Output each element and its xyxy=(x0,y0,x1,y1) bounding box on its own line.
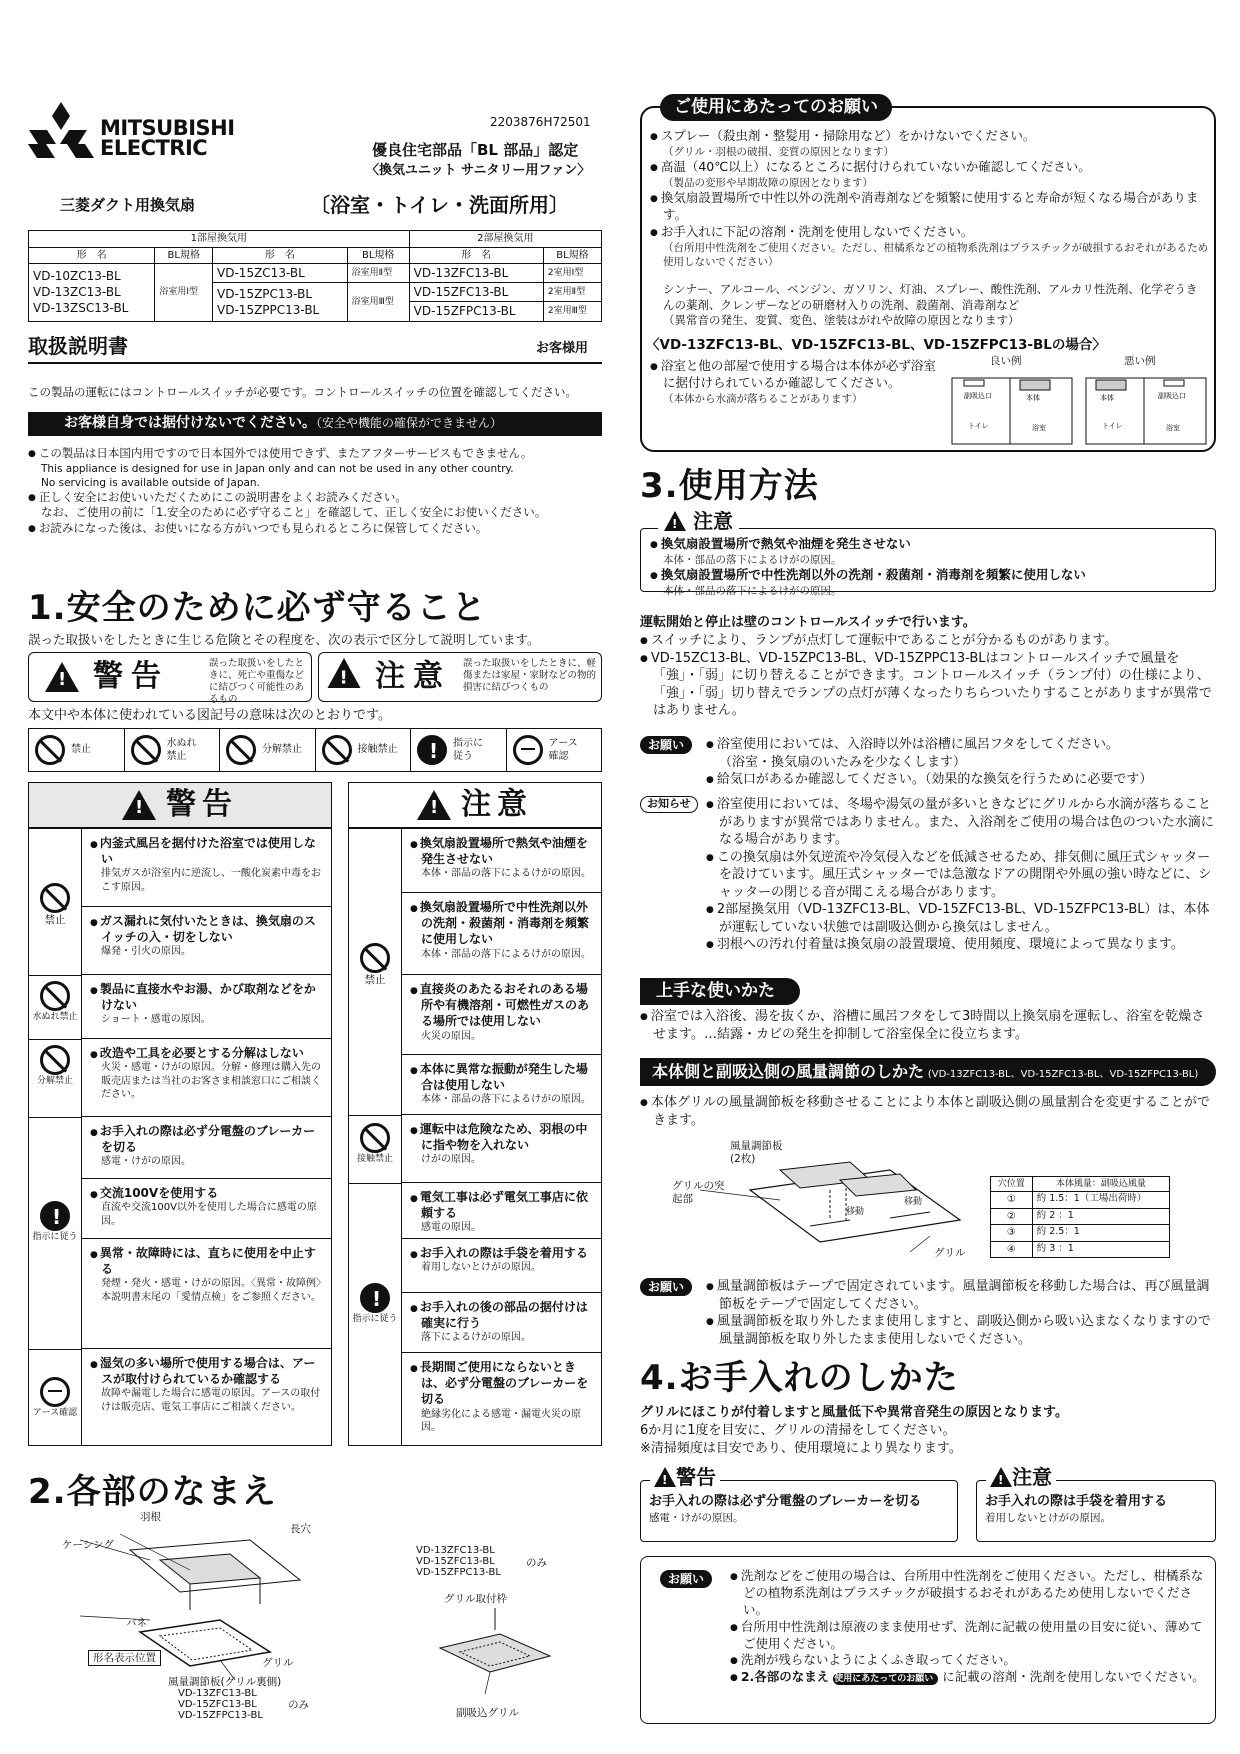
bl-cell: 浴室用Ⅱ型 xyxy=(347,264,409,283)
doc-code: 2203876H72501 xyxy=(490,115,591,129)
caution-item: ● 長期間ご使用にならないときは、必ず分電盤のブレーカーを切る 絶縁劣化による感電・漏電火災の原因。 xyxy=(402,1353,601,1445)
section4-title: 4.お手入れのしかた xyxy=(640,1358,959,1398)
onegai-item: ● 浴室使用においては、入浴時以外は浴槽に風呂フタをしてください。 （浴室・換気扇のいたみを少なくします） xyxy=(706,736,1216,771)
caution-item: ● お手入れの後の部品の据付けは確実に行う 落下によるけがの原因。 xyxy=(402,1293,601,1353)
label-blade: 羽根 xyxy=(140,1511,161,1523)
customer-use: お客様用 xyxy=(536,341,589,356)
tips-list xyxy=(640,1008,1216,1043)
care-line3: ※清掃頻度は目安であり、使用環境により異なります。 xyxy=(640,1441,962,1456)
no-self-install-sub: （安全や機能の確保ができません） xyxy=(316,416,503,430)
care-item: ● 洗剤が残らないようによくふき取ってください。 xyxy=(730,1652,1206,1669)
warning-item: ● 交流100Vを使用する 直流や交流100V以外を使用した場合に感電の原因。 xyxy=(82,1179,331,1239)
models-item: ● 浴室と他の部屋で使用する場合は本体が必ず浴室に据付けられているか確認してください。 （本体から水滴が落ちることがあります） xyxy=(650,358,940,406)
bad-room-icon xyxy=(1084,370,1210,446)
oshirase-badge: お知らせ xyxy=(640,796,698,813)
symbol-follow: ! 指示に従う xyxy=(411,729,507,771)
brand-name: MITSUBISHI ELECTRIC xyxy=(100,116,235,160)
caution-item: ● 電気工事は必ず電気工事店に依頼する 感電の原因。 xyxy=(402,1183,601,1239)
label-casing: ケーシング xyxy=(62,1539,114,1551)
request-item: ● お手入れに下記の溶剤・洗剤を使用しないでください。 （台所用中性洗剤をご使用ください。ただし、柑橘系などの植物系洗剤はプラスチックが破損するおそれがあるため使用しないでください） xyxy=(650,224,1210,269)
bl-cell: 2室用Ⅱ型 xyxy=(543,283,601,302)
care-line2: 6か月に1度を目安に、グリルの清掃をしてください。 xyxy=(640,1423,956,1438)
operation-item: ● スイッチにより、ランプが点灯して運転中であることが分かるものがあります。 xyxy=(640,632,1216,650)
caution-triangle-icon xyxy=(328,658,361,688)
svg-text:副吸込口: 副吸込口 xyxy=(964,392,992,400)
warning-desc: 誤った取扱いをしたときに、死亡や重傷などに結びつく可能性のあるもの xyxy=(209,658,305,705)
w-icon-disassemble: 分解禁止 xyxy=(29,1045,81,1087)
usage-caution-item: ● 換気扇設置場所で中性洗剤以外の洗剤・殺菌剤・消毒剤を頻繁に使用しない 本体・部品の落下によるけがの原因。 xyxy=(650,567,1210,598)
care-onegai-list xyxy=(730,1568,1206,1686)
care-onegai-badge: お願い xyxy=(660,1570,712,1588)
label-damper: 風量調節板(グリル裏側) xyxy=(168,1676,282,1688)
svg-text:副吸込口: 副吸込口 xyxy=(1158,392,1186,400)
model-cell: VD-15ZFPC13-BL xyxy=(409,302,543,321)
no-self-install-banner xyxy=(28,412,602,436)
svg-text:浴室: 浴室 xyxy=(1166,424,1180,432)
w-icon-prohibit: 禁止 xyxy=(33,883,77,927)
caution-item: ● お手入れの際は手袋を着用する 着用しないとけがの原因。 xyxy=(402,1239,601,1293)
label-sub-grille: 副吸込グリル xyxy=(456,1707,519,1719)
bl-subtitle: 〈換気ユニット サニタリー用ファン〉 xyxy=(366,163,591,178)
c-icon-follow: ! 指示に従う xyxy=(349,1283,401,1325)
three-diamonds-icon xyxy=(28,102,94,160)
caution-legend xyxy=(318,652,602,702)
onegai-badge: お願い xyxy=(640,736,692,754)
warning-item: ● ガス漏れに気付いたときは、換気扇のスイッチの入・切をしない 爆発・引火の原因。 xyxy=(82,907,331,975)
model-cell: VD-15ZC13-BL xyxy=(213,264,348,283)
onegai-item: ● 給気口があるか確認してください。（効果的な換気を行うために必要です） xyxy=(706,771,1216,789)
intro-item: ● お読みになった後は、お使いになる方がいつでも見られるところに保管してください。 xyxy=(28,521,602,537)
switch-note: この製品の運転にはコントロールスイッチが必要です。コントロールスイッチの位置を確認してください。 xyxy=(28,385,578,399)
svg-text:トイレ: トイレ xyxy=(1102,422,1123,430)
solvents-list: シンナー、アルコール、ベンジン、ガソリン、灯油、スプレー、酸性洗剤、アルカリ性洗剤、化学ぞうきんの薬剤、クレンザーなどの研磨材入りの洗剤、殺菌剤、消毒剤など （異常音の発生、変質、変色、塗装はがれや故障の原因となります） xyxy=(663,282,1198,328)
air-onegai-badge: お願い xyxy=(640,1278,692,1296)
warning-item: ● 改造や工具を必要とする分解はしない 火災・感電・けがの原因。分解・修理は購入先の販売店または当社のお客さま相談窓口にご相談ください。 xyxy=(82,1039,331,1117)
air-onegai-list xyxy=(706,1278,1216,1348)
symbol-contact: 接触禁止 xyxy=(316,729,412,771)
bl-cell: 浴室用Ⅲ型 xyxy=(347,283,409,321)
good-room-icon xyxy=(950,370,1076,446)
damper-models: VD-13ZFC13-BL VD-15ZFC13-BL VD-15ZFPC13-BL xyxy=(178,1688,263,1721)
svg-text:浴室: 浴室 xyxy=(1032,424,1046,432)
label-damper-plate: 風量調節板 (2枚) xyxy=(730,1140,783,1165)
only-label: のみ xyxy=(288,1699,309,1711)
operation-item: ● VD-15ZC13-BL、VD-15ZPC13-BL、VD-15ZPPC13-BLはコントロールスイッチで風量を「強」・「弱」に切り替えることができます。コントロールスイッチ（ランプ付）の仕様により、「強」・「弱」切り替えでランプの点灯が薄くなったりちらついたりすることがありますが異常ではありません。 xyxy=(640,650,1216,720)
oshirase-item: ● 羽根への汚れ付着量は換気扇の設置環境、使用頻度、環境によって異なります。 xyxy=(706,936,1216,954)
model-cell: VD-15ZFC13-BL xyxy=(409,283,543,302)
intro-item: ● 正しく安全にお使いいただくためにこの説明書をよくお読みください。 なお、ご使用の前に「1.安全のために必ず守ること」を確認して、正しく安全にお使いください。 xyxy=(28,490,602,521)
air-adjust-list xyxy=(640,1094,1216,1129)
models-list xyxy=(650,358,940,406)
warning-table xyxy=(28,782,332,1446)
usage-caution-list xyxy=(650,536,1210,598)
use-title: 〔浴室・トイレ・洗面所用〕 xyxy=(310,193,569,217)
w-icon-water: 水ぬれ禁止 xyxy=(29,981,81,1023)
air-ratio-row: ④ 約 3 ：1 xyxy=(991,1241,1170,1258)
request-item: ● スプレー（殺虫剤・整髪用・掃除用など）をかけないでください。 （グリル・羽根の破損、変質の原因となります） xyxy=(650,128,1210,159)
h-model: 形 名 xyxy=(213,247,348,264)
section2-title: 2.各部のなまえ xyxy=(28,1472,277,1512)
warning-header: ! 警告 xyxy=(29,783,331,829)
model-cell: VD-10ZC13-BL VD-13ZC13-BL VD-13ZSC13-BL xyxy=(29,264,155,322)
oshirase-list xyxy=(706,796,1216,954)
warning-item: ● 湿気の多い場所で使用する場合は、アースが取付けられているか確認する 故障や漏電した場合に感電の原因。アースの取付けは販売店、電気工事店にご相談ください。 xyxy=(82,1349,331,1445)
model-cell: VD-13ZFC13-BL xyxy=(409,264,543,283)
svg-text:本体: 本体 xyxy=(1026,394,1040,402)
h-bl: BL規格 xyxy=(347,247,409,264)
label-model-position: 形名表示位置 xyxy=(88,1650,161,1666)
models-a: VD-13ZFC13-BL VD-15ZFC13-BL VD-15ZFPC13-BL xyxy=(416,1545,501,1578)
warning-item: ● お手入れの際は必ず分電盤のブレーカーを切る 感電・けがの原因。 xyxy=(82,1117,331,1179)
caution-item: ● 本体に異常な振動が発生した場合は使用しない 本体・部品の落下によるけがの原因。 xyxy=(402,1055,601,1115)
label-grille: グリル xyxy=(262,1657,294,1669)
label-slot: 長穴 xyxy=(290,1523,311,1535)
no-touch-icon xyxy=(322,735,352,765)
air-adjust-item: ● 本体グリルの風量調節板を移動させることにより本体と副吸込側の風量割合を変更することができます。 xyxy=(640,1094,1216,1129)
h-model: 形 名 xyxy=(29,247,155,264)
model-table xyxy=(28,230,602,322)
warning-item: ● 内釜式風呂を据付けた浴室では使用しない 排気ガスが浴室内に逆流し、一酸化炭素中毒をおこす原因。 xyxy=(82,829,331,907)
warning-item: ● 異常・故障時には、直ちに使用を中止する 発煙・発火・感電・けがの原因。〈異常・故障例〉本説明書末尾の「愛情点検」をご参照ください。 xyxy=(82,1239,331,1349)
intro-item: ● この製品は日本国内用ですので日本国外では使用できず、またアフターサービスもできません。 This appliance is designed for use in Japan only and can not be used in any other country. No servicing is available outside of Japan. xyxy=(28,446,602,490)
c-icon-prohibit: 禁止 xyxy=(353,943,397,987)
earth-icon xyxy=(513,735,543,765)
good-example: 良い例 副吸込口 本体 トイレ 浴室 xyxy=(950,358,1076,444)
caution-desc: 誤った取扱いをしたときに、軽傷または家屋・家財などの物的損害に結びつくもの xyxy=(463,658,597,693)
label-grille-frame: グリル取付枠 xyxy=(444,1593,507,1605)
section1-title: 1.安全のために必ず守ること xyxy=(28,588,487,628)
care-warning-box: お手入れの際は必ず分電盤のブレーカーを切る 感電・けがの原因。 xyxy=(640,1480,958,1542)
models-head: 〈VD-13ZFC13-BL、VD-15ZFC13-BL、VD-15ZFPC13-BLの場合〉 xyxy=(646,337,1106,353)
w-icon-follow: ! 指示に従う xyxy=(29,1201,81,1243)
intro-list xyxy=(28,446,602,536)
caution-table xyxy=(348,782,602,1446)
request-title: ご使用にあたってのお願い xyxy=(660,94,892,121)
warning-triangle-icon xyxy=(45,662,79,692)
svg-text:本体: 本体 xyxy=(1100,394,1114,402)
group-2room: 2部屋換気用 xyxy=(409,231,601,248)
no-water-icon xyxy=(131,735,161,765)
bad-example: 悪い例 本体 副吸込口 トイレ 浴室 xyxy=(1084,358,1210,444)
symbol-prohibit: 禁止 xyxy=(29,729,125,771)
section3-title: 3.使用方法 xyxy=(640,466,819,506)
sub-grille-diagram xyxy=(430,1608,560,1698)
operation-list xyxy=(640,632,1216,720)
label-move-2: 移動 xyxy=(904,1197,923,1207)
symbol-water: 水ぬれ禁止 xyxy=(125,729,221,771)
no-disassembly-icon xyxy=(226,735,256,765)
care-warning-head: !警告 xyxy=(650,1464,720,1491)
symbol-earth: アース確認 xyxy=(507,729,602,771)
h-bl: BL規格 xyxy=(155,247,213,264)
oshirase-item: ● この換気扇は外気逆流や冷気侵入などを低減させるため、排気側に風圧式シャッターを設けています。風圧式シャッターでは急激なドアの開閉や外風の強い時などに、シャッターの閉じる音が聞こえる場合があります。 xyxy=(706,849,1216,902)
mitsubishi-logo xyxy=(28,102,94,160)
care-item: ● 洗剤などをご使用の場合は、台所用中性洗剤をご使用ください。ただし、柑橘系などの植物系洗剤はプラスチックが破損するおそれがあるため使用しないでください。 xyxy=(730,1568,1206,1619)
no-self-install: お客様自身では据付けないでください。 xyxy=(64,415,316,431)
bl-cell: 浴室用Ⅰ型 xyxy=(155,264,213,322)
caution-label: 注意 xyxy=(375,659,451,694)
product-type: 三菱ダクト用換気扇 xyxy=(60,196,196,214)
prohibit-icon xyxy=(35,735,65,765)
request-list xyxy=(650,128,1210,269)
onegai-list xyxy=(706,736,1216,789)
svg-text:トイレ: トイレ xyxy=(968,422,989,430)
symbols-row xyxy=(28,728,602,772)
warning-item: ● 製品に直接水やお湯、かび取剤などをかけない ショート・感電の原因。 xyxy=(82,975,331,1039)
w-icon-earth: アース確認 xyxy=(29,1377,81,1419)
h-bl: BL規格 xyxy=(543,247,601,264)
label-spring: バネ xyxy=(126,1617,147,1629)
caution-header: ! 注意 xyxy=(349,783,601,829)
label-grille-protrusion: グリルの突起部 xyxy=(672,1180,725,1205)
care-item: ● 2.各部のなまえ ご使用にあたってのお願い に記載の溶剤・洗剤を使用しないでください。 xyxy=(730,1669,1206,1686)
air-ratio-row: ③ 約 2.5：1 xyxy=(991,1225,1170,1242)
caution-item: ● 直接炎のあたるおそれのある場所や有機溶剤・可燃性ガスのある場所では使用しない 火災の原因。 xyxy=(402,975,601,1055)
care-item: ● 台所用中性洗剤は原液のまま使用せず、洗剤に記載の使用量の目安に従い、薄めてご使用ください。 xyxy=(730,1619,1206,1653)
care-caution-head: !注意 xyxy=(986,1464,1056,1491)
symbol-disassemble: 分解禁止 xyxy=(220,729,316,771)
bl-cell: 2室用Ⅲ型 xyxy=(543,302,601,321)
h-model: 形 名 xyxy=(409,247,543,264)
tips-title: 上手な使いかた xyxy=(640,978,800,1005)
air-ratio-table: 穴位置 本体風量：副吸込風量 ① 約 1.5：1（工場出荷時） ② 約 2 ：1 ③ 約 2.5：1 ④ 約 3 ：1 xyxy=(990,1176,1170,1258)
manual-title: 取扱説明書 xyxy=(28,334,128,358)
air-ratio-row: ② 約 2 ：1 xyxy=(991,1208,1170,1225)
request-item: ● 換気扇設置場所で中性以外の洗剤や消毒剤などを頻繁に使用すると寿命が短くなる場合があります。 xyxy=(650,190,1210,224)
air-onegai-item: ● 風量調節板はテープで固定されています。風量調節板を移動した場合は、再び風量調節板をテープで固定してください。 xyxy=(706,1278,1216,1313)
operation-lead: 運転開始と停止は壁のコントロールスイッチで行います。 xyxy=(640,615,976,630)
bl-certification: 優良住宅部品「BL 部品」認定 xyxy=(372,141,579,159)
exclamation-icon xyxy=(417,735,447,765)
air-onegai-item: ● 風量調節板を取り外したまま使用しますと、副吸込側から吸い込まなくなりますので風量調節板を取り外したまま使用しないでください。 xyxy=(706,1313,1216,1348)
bl-cell: 2室用Ⅰ型 xyxy=(543,264,601,283)
tips-item: ● 浴室では入浴後、湯を抜くか、浴槽に風呂フタをして3時間以上換気扇を運転し、浴室を乾燥させます。…結露・カビの発生を抑制して浴室保全に役立ちます。 xyxy=(640,1008,1216,1043)
warning-label: 警告 xyxy=(93,659,169,694)
warning-legend xyxy=(28,652,312,705)
care-caution-box: お手入れの際は手袋を着用する 着用しないとけがの原因。 xyxy=(976,1480,1216,1542)
group-1room: 1部屋換気用 xyxy=(29,231,410,248)
symbols-lead: 本文中や本体に使われている図記号の意味は次のとおりです。 xyxy=(28,708,391,723)
caution-item: ● 運転中は危険なため、羽根の中に指や物を入れない けがの原因。 xyxy=(402,1115,601,1183)
oshirase-item: ● 2部屋換気用（VD-13ZFC13-BL、VD-15ZFC13-BL、VD-15ZFPC13-BL）は、本体が運転していない状態では副吸込側から換気はしません。 xyxy=(706,901,1216,936)
air-ratio-row: ① 約 1.5：1（工場出荷時） xyxy=(991,1192,1170,1209)
caution-triangle-icon xyxy=(664,511,686,531)
request-item: ● 高温（40℃以上）になるところに据付けられていないか確認してください。 （製品の変形や早期故障の原因となります） xyxy=(650,159,1210,190)
c-icon-contact: 接触禁止 xyxy=(349,1123,401,1165)
care-lead: グリルにほこりが付着しますと風量低下や異常音発生の原因となります。 xyxy=(640,1405,1068,1420)
air-adjust-title: 本体側と副吸込側の風量調節のしかた (VD-13ZFC13-BL、VD-15ZFC13-BL、VD-15ZFPC13-BL) xyxy=(640,1058,1216,1086)
usage-caution-head: ! 注意 xyxy=(658,508,739,535)
only-label: のみ xyxy=(526,1557,547,1569)
oshirase-item: ● 浴室使用においては、冬場や湯気の量が多いときなどにグリルから水滴が落ちることがありますが異常ではありません。また、入浴剤をご使用の場合は色のついた水滴になる場合があります。 xyxy=(706,796,1216,849)
section1-lead: 誤った取扱いをしたときに生じる危険とその程度を、次の表示で区分して説明しています。 xyxy=(28,632,540,647)
caution-item: ● 換気扇設置場所で中性洗剤以外の洗剤・殺菌剤・消毒剤を頻繁に使用しない 本体・部品の落下によるけがの原因。 xyxy=(402,893,601,975)
model-cell: VD-15ZPC13-BL VD-15ZPPC13-BL xyxy=(213,283,348,321)
warning-triangle-icon xyxy=(122,790,156,820)
label-grille-air: グリル xyxy=(934,1247,966,1259)
caution-item: ● 換気扇設置場所で熱気や油煙を発生させない 本体・部品の落下によるけがの原因。 xyxy=(402,829,601,893)
usage-caution-item: ● 換気扇設置場所で熱気や油煙を発生させない 本体・部品の落下によるけがの原因。 xyxy=(650,536,1210,567)
label-move-1: 移動 xyxy=(846,1207,865,1217)
